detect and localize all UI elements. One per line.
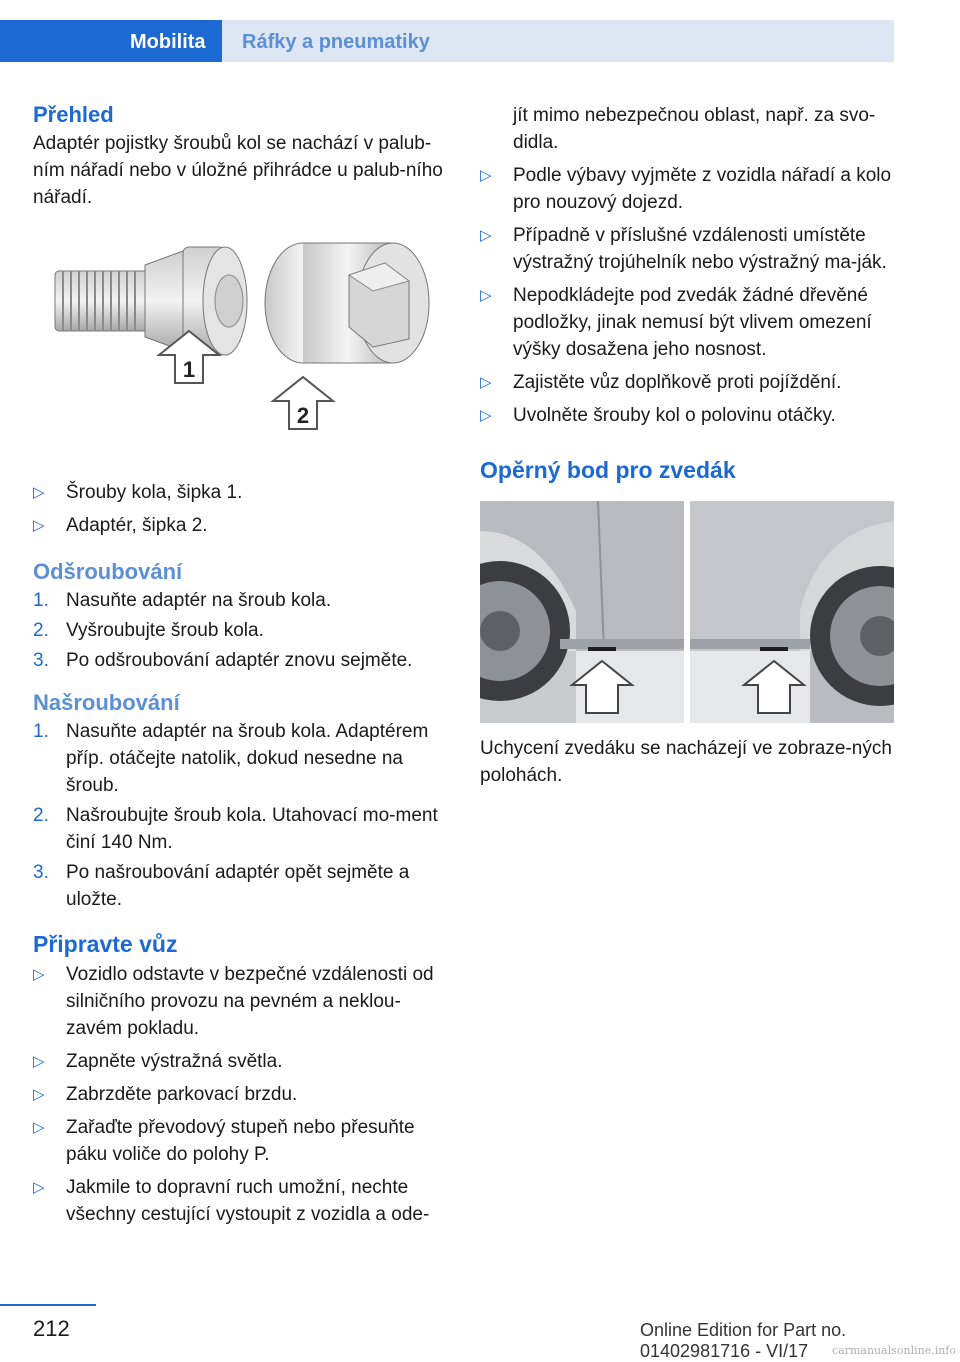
triangle-bullet-icon: ▷ [33,1086,45,1103]
left-column [33,100,447,1234]
list-item: ▷ Zapněte výstražná světla. [33,1048,447,1075]
page-header [0,0,960,62]
section-title-nasroubovani: Našroubování [33,690,180,715]
list-item: 3. Po odšroubování adaptér znovu sejměte. [33,650,413,671]
right-column [480,102,894,789]
page-number: 212 [33,1316,70,1341]
list-item: 1. Nasuňte adaptér na šroub kola. [33,590,332,611]
triangle-bullet-icon: ▷ [33,1179,45,1196]
list-item: 1. Nasuňte adaptér na šroub kola. Adaptérem příp. otáčejte natolik, dokud nesedne na šroub. [33,721,429,796]
jack-points-figure [480,501,894,723]
tab-mobilita[interactable]: Mobilita [0,20,222,62]
screw-steps [33,718,447,913]
unscrew-steps [33,587,447,674]
wheel-bolt-adapter-figure [33,215,447,473]
tab-rafky-a-pneumatiky[interactable]: Ráfky a pneumatiky [222,20,894,62]
prepare-list-continued [480,102,894,429]
front-jack-point-photo [480,501,684,723]
triangle-bullet-icon: ▷ [480,227,492,244]
list-item: ▷ Zařaďte převodový stupeň nebo přesuňte páku voliče do polohy P. [33,1114,447,1168]
section-title-prehled: Přehled [33,102,114,127]
list-item: ▷ Šrouby kola, šipka 1. [33,479,447,506]
arrow-2-label: 2 [296,403,310,428]
triangle-bullet-icon: ▷ [480,167,492,184]
list-item: ▷ Adaptér, šipka 2. [33,512,447,539]
list-item: 2. Vyšroubujte šroub kola. [33,620,264,641]
list-item: ▷ Případně v příslušné vzdálenosti umístěte výstražný trojúhelník nebo výstražný ma-ják. [480,222,894,276]
triangle-bullet-icon: ▷ [480,407,492,424]
overview-list [33,479,447,539]
list-item: ▷ Uvolněte šrouby kol o polovinu otáčky. [480,402,894,429]
site-watermark: carmanualsonline.info [832,1344,956,1357]
triangle-bullet-icon: ▷ [33,966,45,983]
triangle-bullet-icon: ▷ [480,287,492,304]
triangle-bullet-icon: ▷ [33,517,45,534]
lock-adapter-icon [265,243,429,363]
triangle-bullet-icon: ▷ [480,374,492,391]
triangle-bullet-icon: ▷ [33,484,45,501]
edition-info: Online Edition for Part no. 01402981716 - VI/17 [640,1320,847,1361]
jack-text: Uchycení zvedáku se nacházejí ve zobraze-ných polohách. [480,738,892,786]
list-item: 2. Našroubujte šroub kola. Utahovací mo-ment činí 140 Nm. [33,805,438,853]
triangle-bullet-icon: ▷ [33,1053,45,1070]
section-title-odsroubovani: Odšroubování [33,559,183,584]
list-item: ▷ Nepodkládejte pod zvedák žádné dřevěné podložky, jinak nemusí být vlivem omezení výšky dosažena jeho nosnost. [480,282,894,363]
section-title-operny-bod: Opěrný bod pro zvedák [480,457,736,483]
list-item: ▷ Jakmile to dopravní ruch umožní, nechte všechny cestující vystoupit z vozidla a ode- [33,1174,447,1228]
arrow-2-icon [273,377,333,429]
rear-jack-point-photo [690,501,894,723]
section-title-pripravte-vuz: Připravte vůz [33,931,178,957]
overview-text: Adaptér pojistky šroubů kol se nachází v palub-ním nářadí nebo v úložné přihrádce u palub-ního nářadí. [33,133,443,208]
list-item: ▷ Podle výbavy vyjměte z vozidla nářadí a kolo pro nouzový dojezd. [480,162,894,216]
list-item: 3. Po našroubování adaptér opět sejměte a uložte. [33,862,410,910]
arrow-1-label: 1 [182,357,196,382]
list-item: ▷ Zajistěte vůz doplňkově proti pojíždění. [480,369,894,396]
triangle-bullet-icon: ▷ [33,1119,45,1136]
list-item: ▷ Vozidlo odstavte v bezpečné vzdálenosti od silničního provozu na pevném a neklou-zavém pokladu. [33,961,447,1042]
prepare-list [33,961,447,1228]
wheel-bolt-icon [55,247,247,355]
footer-rule [0,1304,96,1306]
list-item-continued: jít mimo nebezpečnou oblast, např. za svo-didla. [513,105,876,153]
list-item: ▷ Zabrzděte parkovací brzdu. [33,1081,447,1108]
